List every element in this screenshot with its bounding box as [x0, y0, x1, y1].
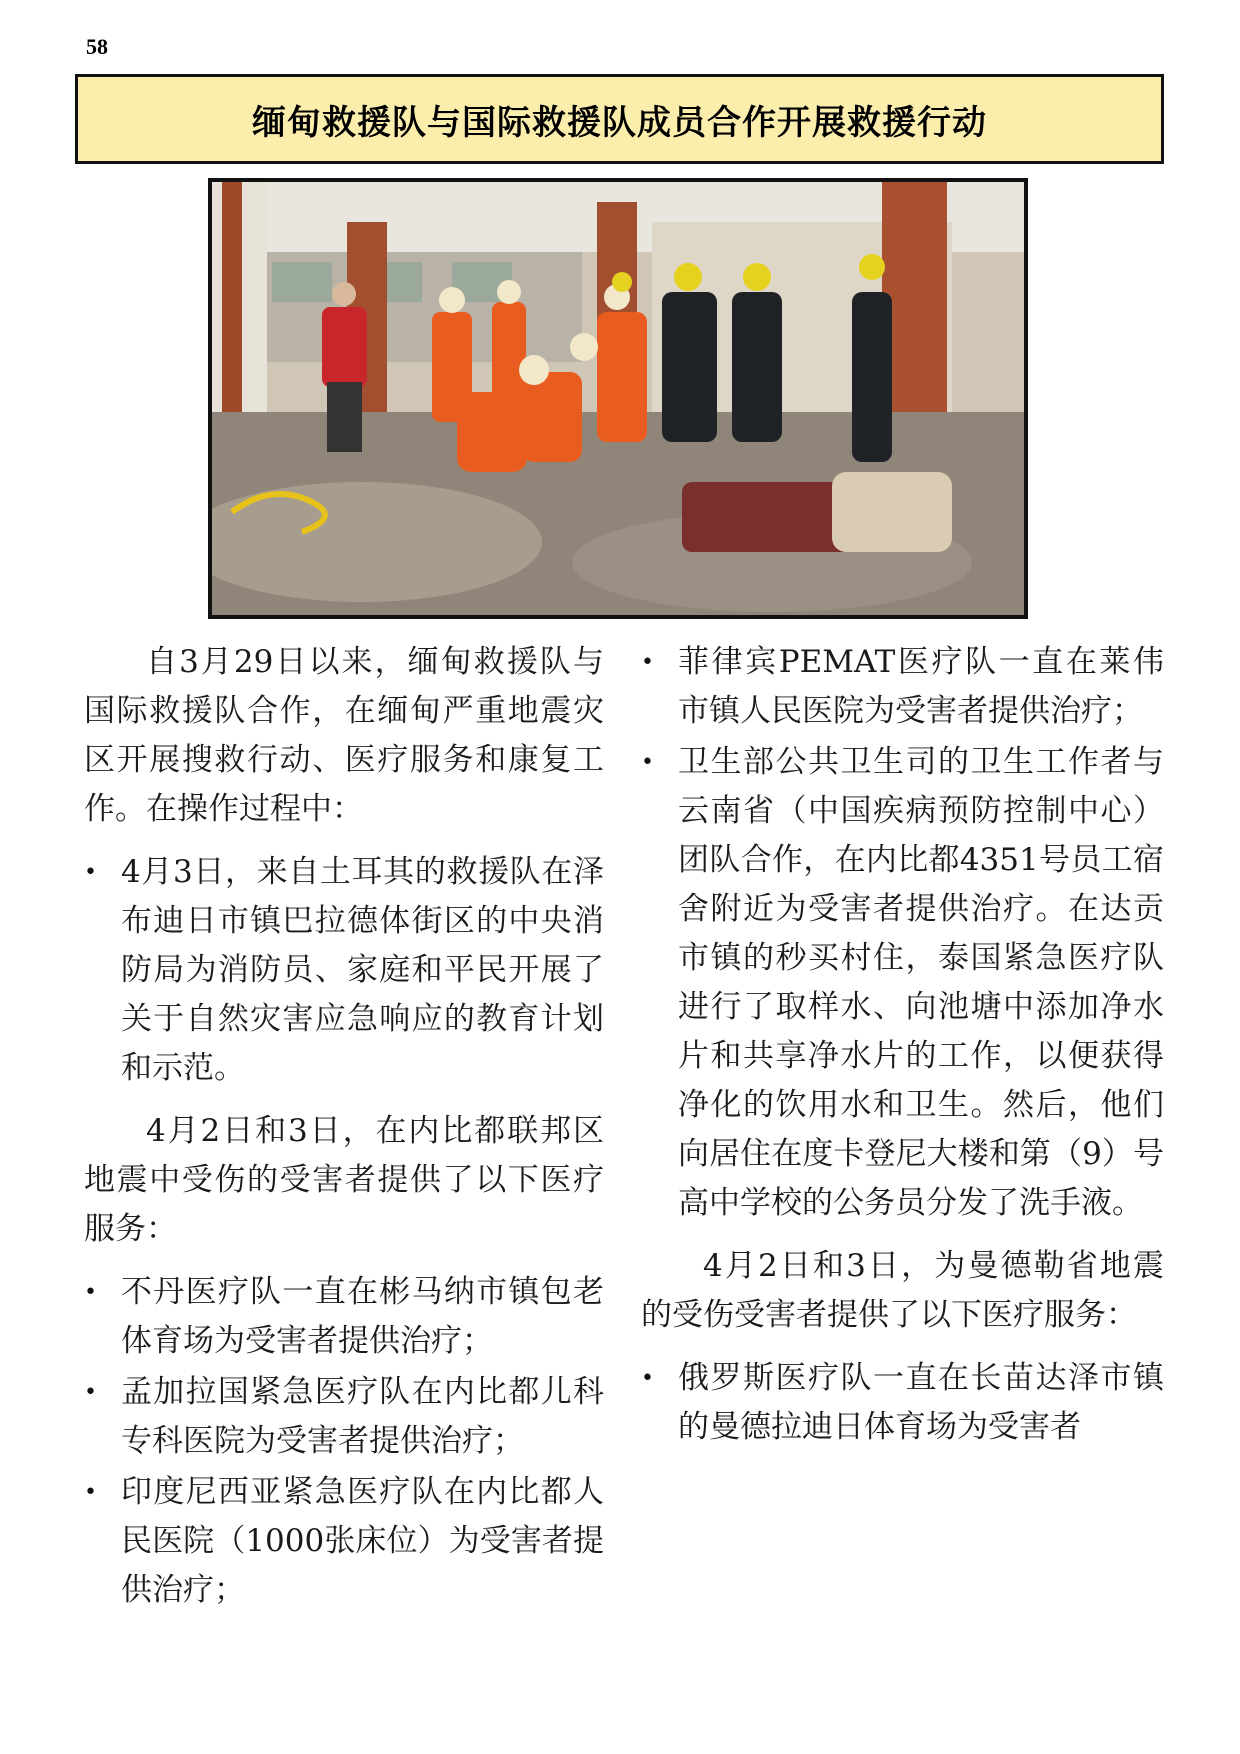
medical-services-paragraph: 4月2日和3日，在内比都联邦区地震中受伤的受害者提供了以下医疗服务：: [84, 1113, 604, 1247]
list-item: [641, 1354, 1164, 1452]
bullet-list-right-2: [641, 1354, 1164, 1452]
list-item-text: 卫生部公共卫生司的卫生工作者与云南省（中国疾病预防控制中心）团队合作，在内比都4351号员工宿舍附近为受害者提供治疗。在达贡市镇的秒买村住，泰国紧急医疗队进行了取样水、向池塘中添加净水片和共享净水片的工作，以便获得净化的饮用水和卫生。然后，他们向居住在度卡登尼大楼和第（9）号高中学校的公务员分发了洗手液。: [678, 744, 1164, 1221]
bullet-icon: •: [641, 650, 654, 675]
bullet-icon: •: [84, 1480, 97, 1505]
bullet-icon: •: [84, 1380, 97, 1405]
list-item: [84, 1268, 604, 1366]
list-item-text: 不丹医疗队一直在彬马纳市镇包老体育场为受害者提供治疗；: [121, 1274, 604, 1359]
list-item: [84, 848, 604, 1093]
bullet-icon: •: [641, 750, 654, 775]
bullet-icon: •: [84, 1280, 97, 1305]
page-title: 缅甸救援队与国际救援队成员合作开展救援行动: [252, 102, 987, 143]
list-item-text: 俄罗斯医疗队一直在长苗达泽市镇的曼德拉迪日体育场为受害者: [678, 1360, 1164, 1445]
list-item: [641, 638, 1164, 736]
bullet-list-left-1: [84, 848, 604, 1093]
bullet-list-right-1: [641, 638, 1164, 1228]
bullet-icon: •: [84, 860, 97, 885]
list-item-text: 菲律宾PEMAT医疗队一直在莱伟市镇人民医院为受害者提供治疗；: [678, 644, 1164, 729]
left-column: [84, 638, 604, 1629]
title-banner: [75, 74, 1164, 164]
list-item-text: 孟加拉国紧急医疗队在内比都儿科专科医院为受害者提供治疗；: [121, 1374, 604, 1459]
list-item: [641, 738, 1164, 1228]
bullet-icon: •: [641, 1366, 654, 1391]
list-item: [84, 1468, 604, 1615]
page-number: 58: [86, 34, 108, 59]
rescue-team-photo: [208, 178, 1028, 619]
mandalay-paragraph: 4月2日和3日，为曼德勒省地震的受伤受害者提供了以下医疗服务：: [641, 1248, 1164, 1333]
list-item: [84, 1368, 604, 1466]
intro-paragraph: 自3月29日以来，缅甸救援队与国际救援队合作，在缅甸严重地震灾区开展搜救行动、医疗服务和康复工作。在操作过程中：: [84, 644, 604, 827]
rescue-photo-illustration: [212, 182, 1024, 615]
bullet-list-left-2: [84, 1268, 604, 1615]
list-item-text: 4月3日，来自土耳其的救援队在泽布迪日市镇巴拉德体街区的中央消防局为消防员、家庭和平民开展了关于自然灾害应急响应的教育计划和示范。: [121, 854, 604, 1086]
right-column: [641, 638, 1164, 1466]
list-item-text: 印度尼西亚紧急医疗队在内比都人民医院（1000张床位）为受害者提供治疗；: [121, 1474, 604, 1608]
